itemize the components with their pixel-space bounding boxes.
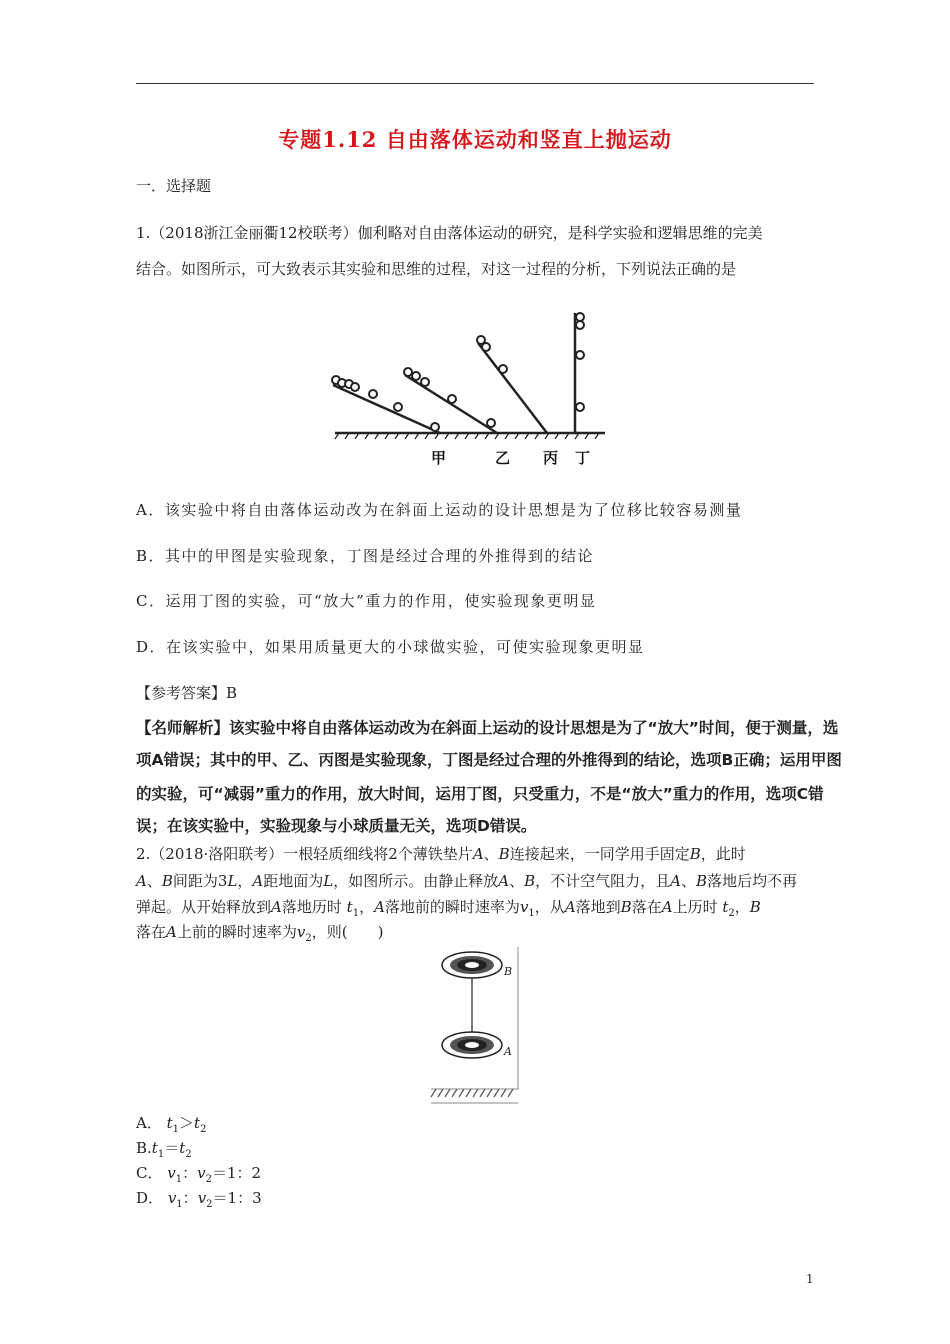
q1-option-a: A．该实验中将自由落体运动改为在斜面上运动的设计思想是为了位移比较容易测量 [136,501,743,519]
q2-stem-line2: A、B间距为3L，A距地面为L，如图所示。由静止释放A、B，不计空气阻力，且A、B落地后均不再 [136,872,798,890]
q1-stem-line1: 1.（2018浙江金丽衢12校联考）伽利略对自由落体运动的研究，是科学实验和逻辑思维的完美 [136,224,763,242]
fig1-label-ding: 丁 [575,449,591,467]
q1-analysis-line1: 【名师解析】该实验中将自由落体运动改为在斜面上运动的设计思想是为了“放大”时间，便于测量，选 [136,719,839,737]
q1-answer: 【参考答案】B [136,684,238,702]
q1-analysis-line2: 项A错误；其中的甲、乙、丙图是实验现象，丁图是经过合理的外推得到的结论，选项B正确；运用甲图 [136,751,842,769]
q1-galileo-incline-figure [325,303,610,473]
page-title: 专题1.12 自由落体运动和竖直上抛运动 [278,127,672,152]
fig2-label-a: A [504,1045,512,1058]
q1-analysis-line4: 误；在该实验中，实验现象与小球质量无关，选项D错误。 [136,817,537,835]
fig1-label-bing: 丙 [543,449,559,467]
q2-option-c: C． $v_1$：$v_2=1$：2 [136,1164,262,1185]
q2-option-d: D． $v_1$：$v_2=1$：3 [136,1189,262,1210]
q2-option-a: A． $t_1>t_2$ [136,1114,207,1135]
q2-stem-line1: 2.（2018·洛阳联考）一根轻质细线将2个薄铁垫片A、B连接起来，一同学用手固定B，此时 [136,845,746,863]
q1-option-d: D．在该实验中，如果用质量更大的小球做实验，可使实验现象更明显 [136,638,645,656]
q1-option-c: C．运用丁图的实验，可“放大”重力的作用，使实验现象更明显 [136,592,597,610]
q1-stem-line2: 结合。如图所示，可大致表示其实验和思维的过程，对这一过程的分析，下列说法正确的是 [136,260,737,278]
section-heading: 一．选择题 [136,177,212,195]
header-rule [136,83,814,84]
q2-washers-figure [428,945,523,1107]
q1-analysis-line3: 的实验，可“减弱”重力的作用，放大时间，运用丁图，只受重力，不是“放大”重力的作用，选项C错 [136,785,824,803]
q2-stem-line3: 弹起。从开始释放到A落地历时 $t_1$，A落地前的瞬时速率为$v_1$，从A落地到B落在A上历时 $t_2$，B [136,898,761,919]
q1-option-b: B．其中的甲图是实验现象，丁图是经过合理的外推得到的结论 [136,547,595,565]
q2-stem-line4: 落在A上前的瞬时速率为$v_2$，则( ) [136,923,384,944]
q2-option-b: $B.t_1=t_2$ [136,1139,192,1160]
fig2-label-b: B [504,965,513,978]
fig1-label-yi: 乙 [495,449,511,467]
page-number: 1 [806,1272,814,1286]
fig1-label-jia: 甲 [431,449,447,467]
